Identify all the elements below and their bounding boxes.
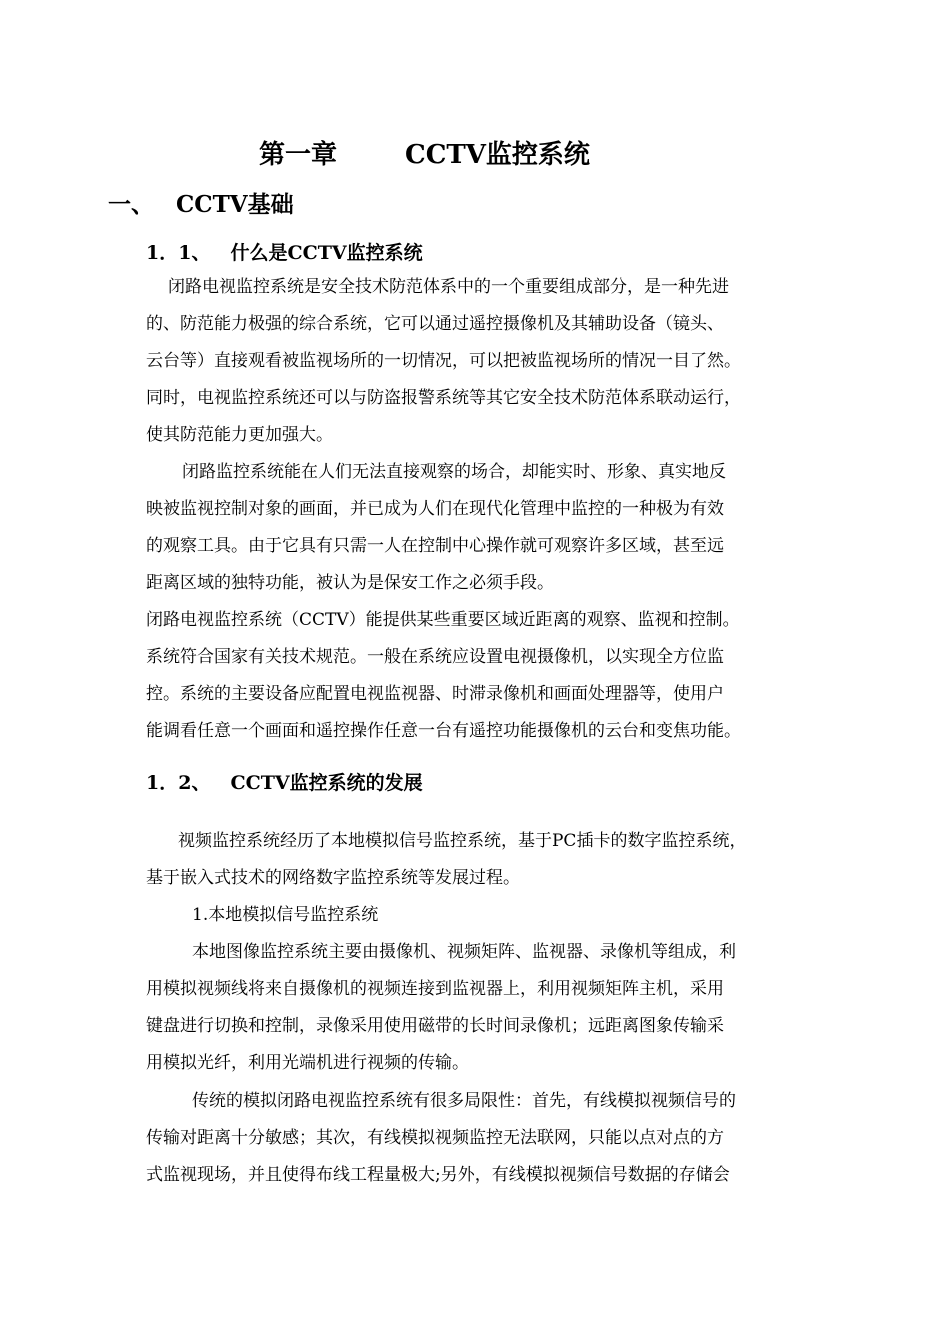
paragraph-line: 基于嵌入式技术的网络数字监控系统等发展过程。 [146,868,520,888]
paragraph-line: 控。系统的主要设备应配置电视监视器、时滞录像机和画面处理器等，使用户 [146,684,724,704]
paragraph-line: 使其防范能力更加强大。 [146,425,333,445]
paragraph-5 [146,934,736,1082]
paragraph-line: 本地图像监控系统主要由摄像机、视频矩阵、监视器、录像机等组成，利 [192,942,736,962]
section-number: 一、 [108,191,154,218]
paragraph-line: 映被监视控制对象的画面，并已成为人们在现代化管理中监控的一种极为有效 [146,499,724,519]
subsection-title: CCTV监控系统的发展 [230,772,423,794]
paragraph-1 [146,269,741,454]
section-title: CCTV基础 [176,191,294,218]
paragraph-line: 传统的模拟闭路电视监控系统有很多局限性：首先，有线模拟视频信号的 [192,1091,736,1111]
paragraph-line: 闭路电视监控系统（CCTV）能提供某些重要区域近距离的观察、监视和控制。 [146,610,740,630]
chapter-title: CCTV监控系统 [405,140,590,170]
paragraph-line: 同时，电视监控系统还可以与防盗报警系统等其它安全技术防范体系联动运行， [146,388,741,408]
paragraph-line: 传输对距离十分敏感；其次，有线模拟视频监控无法联网，只能以点对点的方 [146,1128,724,1148]
paragraph-6 [146,1083,736,1194]
paragraph-line: 的观察工具。由于它具有只需一人在控制中心操作就可观察许多区域，甚至远 [146,536,724,556]
chapter-heading [259,134,590,171]
paragraph-line: 键盘进行切换和控制，录像采用使用磁带的长时间录像机；远距离图象传输采 [146,1016,724,1036]
paragraph-line: 用模拟光纤，利用光端机进行视频的传输。 [146,1053,469,1073]
subsection-heading-1-1 [146,238,423,265]
list-item-label: 1.本地模拟信号监控系统 [192,905,379,925]
paragraph-4 [146,823,746,897]
paragraph-line: 的、防范能力极强的综合系统，它可以通过遥控摄像机及其辅助设备（镜头、 [146,314,724,334]
section-heading [108,186,294,219]
chapter-number: 第一章 [259,140,338,170]
paragraph-3 [146,602,741,750]
subsection-number: 1．2、 [146,772,211,794]
paragraph-line: 视频监控系统经历了本地模拟信号监控系统，基于PC插卡的数字监控系统， [178,831,747,851]
subsection-heading-1-2 [146,768,423,795]
paragraph-line: 闭路电视监控系统是安全技术防范体系中的一个重要组成部分，是一种先进 [168,277,729,297]
paragraph-line: 用模拟视频线将来自摄像机的视频连接到监视器上，利用视频矩阵主机，采用 [146,979,724,999]
paragraph-line: 式监视现场，并且使得布线工程量极大;另外，有线模拟视频信号数据的存储会 [146,1165,730,1185]
subsection-number: 1．1、 [146,242,211,264]
paragraph-2 [146,454,726,602]
paragraph-line: 距离区域的独特功能，被认为是保安工作之必须手段。 [146,573,554,593]
paragraph-line: 云台等）直接观看被监视场所的一切情况，可以把被监视场所的情况一目了然。 [146,351,741,371]
paragraph-line: 闭路监控系统能在人们无法直接观察的场合，却能实时、形象、真实地反 [182,462,726,482]
subsection-title: 什么是CCTV监控系统 [230,242,423,264]
list-item [192,897,378,934]
paragraph-line: 能调看任意一个画面和遥控操作任意一台有遥控功能摄像机的云台和变焦功能。 [146,721,741,741]
paragraph-line: 系统符合国家有关技术规范。一般在系统应设置电视摄像机，以实现全方位监 [146,647,724,667]
